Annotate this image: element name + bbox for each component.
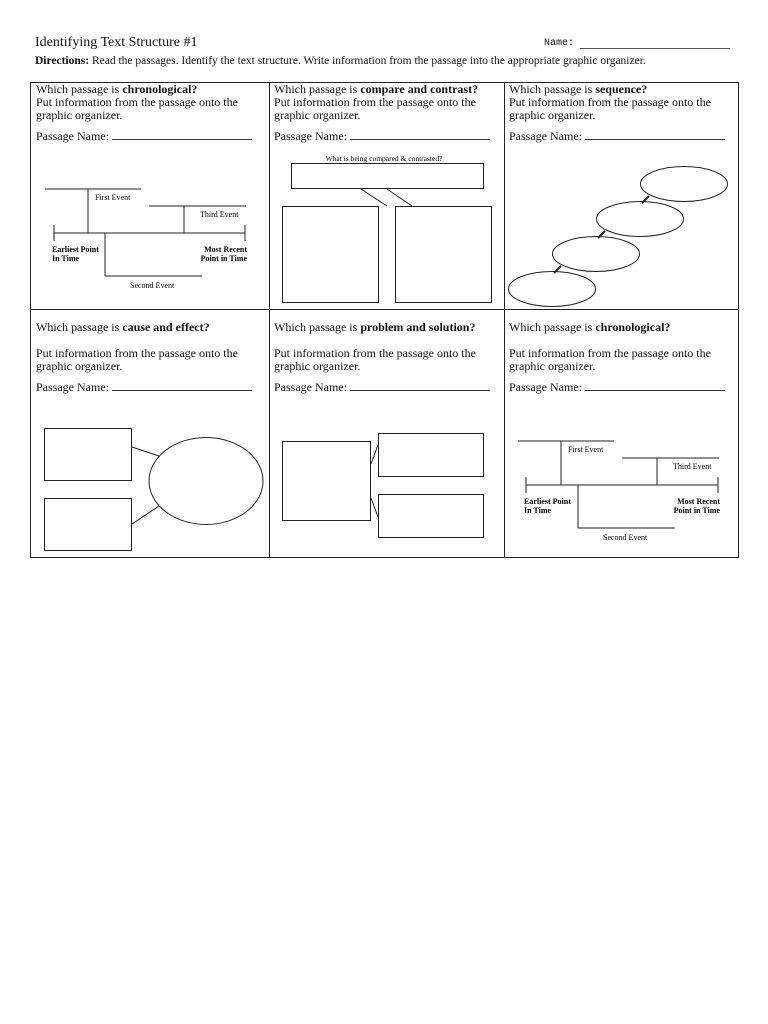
first-event-label: First Event <box>568 445 604 454</box>
directions-text: Read the passages. Identify the text structure. Write information from the passage into the appropriate graphic organizer. <box>89 55 646 67</box>
passage-name-field[interactable]: Passage Name: <box>36 380 264 395</box>
grid-divider-v1 <box>269 83 270 557</box>
cause-box-1 <box>45 429 132 481</box>
recent-label-1: Most Recent <box>677 497 720 506</box>
passage-name-blank[interactable] <box>350 138 490 140</box>
sequence-step-3 <box>597 202 684 237</box>
effect-oval <box>149 438 263 525</box>
second-event-label: Second Event <box>603 533 648 542</box>
cause-effect-organizer <box>41 425 266 555</box>
instruction: Put information from the passage onto the graphic organizer. <box>36 95 238 122</box>
sequence-step-2 <box>553 237 640 272</box>
name-label: Name: <box>544 38 575 49</box>
name-blank[interactable] <box>580 48 730 49</box>
instruction: Put information from the passage onto the graphic organizer. <box>509 95 711 122</box>
passage-name-blank[interactable] <box>112 389 252 391</box>
solution-box-1 <box>379 434 484 477</box>
instruction: Put information from the passage onto the graphic organizer. <box>274 346 476 373</box>
question: Which passage is chronological? <box>509 320 671 334</box>
second-event-label: Second Event <box>130 281 175 290</box>
recent-label-2: Point in Time <box>200 254 247 263</box>
solution-box-2 <box>379 495 484 538</box>
cell-chronological-2 <box>509 321 734 395</box>
passage-name-blank[interactable] <box>112 138 252 140</box>
worksheet-title: Identifying Text Structure #1 <box>35 35 198 50</box>
earliest-label-1: Earliest Point <box>524 497 571 506</box>
directions-label: Directions: <box>35 55 90 67</box>
sequence-step-1 <box>509 272 596 307</box>
passage-name-field[interactable]: Passage Name: <box>509 380 734 395</box>
cause-box-2 <box>45 499 132 551</box>
instruction: Put information from the passage onto the graphic organizer. <box>274 95 476 122</box>
earliest-label-2: In Time <box>524 506 552 515</box>
question: Which passage is problem and solution? <box>274 320 476 334</box>
problem-solution-organizer <box>281 431 491 543</box>
cell-sequence <box>509 83 734 144</box>
recent-label-1: Most Recent <box>204 245 247 254</box>
question: Which passage is sequence? <box>509 82 648 96</box>
organizer-grid <box>30 82 739 558</box>
passage-name-field[interactable]: Passage Name: <box>274 129 499 144</box>
item-a-box <box>283 207 379 303</box>
grid-divider-h <box>31 309 738 310</box>
instruction: Put information from the passage onto the graphic organizer. <box>36 346 238 373</box>
earliest-label-1: Earliest Point <box>52 245 99 254</box>
timeline-organizer-1 <box>41 183 251 298</box>
passage-name-field[interactable]: Passage Name: <box>36 129 264 144</box>
directions <box>35 55 646 67</box>
cell-problem-solution <box>274 321 499 395</box>
cell-compare-contrast <box>274 83 499 144</box>
item-b-box <box>396 207 492 303</box>
passage-name-field[interactable]: Passage Name: <box>274 380 499 395</box>
question: Which passage is compare and contrast? <box>274 82 479 96</box>
cell-cause-effect <box>36 321 264 395</box>
problem-box <box>283 442 371 521</box>
compare-contrast-organizer <box>281 153 496 305</box>
first-event-label: First Event <box>95 193 131 202</box>
sequence-organizer <box>505 163 737 309</box>
question: Which passage is chronological? <box>36 82 198 96</box>
name-field[interactable] <box>544 38 730 49</box>
passage-name-field[interactable]: Passage Name: <box>509 129 734 144</box>
recent-label-2: Point in Time <box>673 506 720 515</box>
third-event-label: Third Event <box>673 462 712 471</box>
timeline-organizer-2 <box>514 435 729 550</box>
passage-name-blank[interactable] <box>350 389 490 391</box>
passage-name-blank[interactable] <box>585 138 725 140</box>
compare-title: What is being compared & contrasted? <box>325 154 443 163</box>
earliest-label-2: In Time <box>52 254 80 263</box>
sequence-step-4 <box>641 167 728 202</box>
instruction: Put information from the passage onto the graphic organizer. <box>509 346 711 373</box>
grid-divider-v2 <box>504 83 505 557</box>
question: Which passage is cause and effect? <box>36 320 210 334</box>
passage-name-blank[interactable] <box>585 389 725 391</box>
topic-box <box>292 164 484 189</box>
cell-chronological-1 <box>36 83 264 144</box>
third-event-label: Third Event <box>200 210 239 219</box>
